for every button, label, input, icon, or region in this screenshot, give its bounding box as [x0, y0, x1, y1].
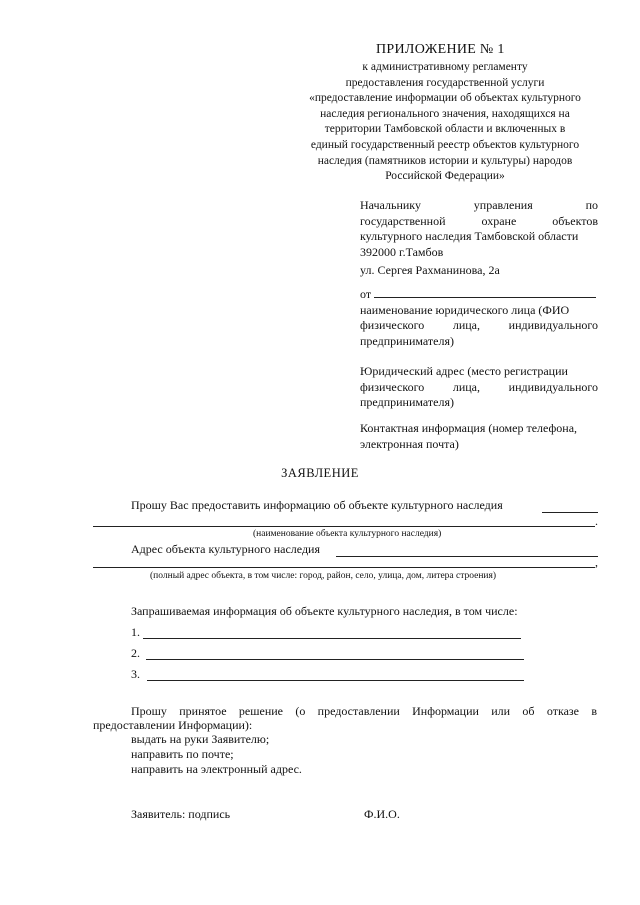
object-name-input-line[interactable] — [93, 526, 595, 527]
delivery-option: направить по почте; — [131, 747, 234, 761]
appendix-line: наследия регионального значения, находящихся на — [320, 107, 570, 120]
sender-name-line: наименование юридического лица (ФИО — [360, 302, 570, 317]
appendix-reference — [285, 60, 605, 185]
decision-text: Прошу принятое решение (о предоставлении Информации или об отказе в — [131, 704, 597, 718]
sender-address-line: физического лица, индивидуального — [360, 379, 598, 394]
comma: , — [595, 555, 598, 569]
sender-contact-block — [360, 421, 598, 452]
sender-name-line: физического лица, индивидуального — [360, 318, 598, 332]
item-input-line[interactable] — [146, 659, 524, 660]
signature-label: Заявитель: подпись — [131, 807, 231, 821]
appendix-line: территории Тамбовской области и включенных в — [324, 123, 566, 136]
appendix-line: предоставления государственной услуги — [345, 76, 545, 89]
address-input-line[interactable] — [93, 567, 595, 568]
recipient-line: Начальнику управления по — [360, 198, 598, 212]
from-label: от — [360, 287, 372, 301]
sender-name-line: предпринимателя) — [360, 333, 454, 348]
sender-address-block — [360, 364, 598, 411]
recipient-line: государственной охране объектов — [360, 213, 598, 228]
item-number: 3. — [131, 667, 140, 681]
appendix-line: наследия (памятников истории и культуры) народов — [317, 154, 573, 167]
fio-label: Ф.И.О. — [364, 807, 400, 821]
sender-contact-line: Контактная информация (номер телефона, — [360, 421, 578, 435]
address-caption: (полный адрес объекта, в том числе: город, район, село, улица, дом, литера строения) — [150, 571, 497, 581]
object-name-caption: (наименование объекта культурного наследия) — [253, 529, 442, 539]
recipient-line: культурного наследия Тамбовской области — [360, 229, 579, 243]
appendix-line: единый государственный реестр объектов культурного — [310, 138, 580, 151]
item-input-line[interactable] — [143, 638, 521, 639]
sender-address-line: Юридический адрес (место регистрации — [360, 364, 568, 378]
statement-title: ЗАЯВЛЕНИЕ — [281, 466, 359, 480]
recipient-line: 392000 г.Тамбов — [360, 244, 444, 259]
recipient-line: ул. Сергея Рахманинова, 2а — [360, 263, 500, 277]
object-name-input-line[interactable] — [542, 512, 598, 513]
delivery-option: направить на электронный адрес. — [131, 762, 302, 776]
appendix-line: к административному регламенту — [362, 61, 528, 73]
item-number: 2. — [131, 646, 140, 660]
sender-block — [360, 287, 598, 349]
item-input-line[interactable] — [147, 680, 524, 681]
appendix-line: Российской Федерации» — [385, 170, 505, 183]
address-input-line[interactable] — [336, 556, 598, 557]
appendix-line: «предоставление информации об объектах культурного — [309, 92, 581, 105]
decision-text: предоставлении Информации): — [93, 718, 253, 732]
from-row — [360, 287, 598, 303]
requested-info-text: Запрашиваемая информация об объекте культурного наследия, в том числе: — [131, 604, 518, 618]
recipient-block — [360, 198, 598, 279]
item-number: 1. — [131, 625, 140, 639]
appendix-title: ПРИЛОЖЕНИЕ № 1 — [376, 42, 505, 57]
period: . — [595, 514, 598, 528]
request-text: Прошу Вас предоставить информацию об объекте культурного наследия — [131, 498, 503, 512]
sender-address-line: предпринимателя) — [360, 395, 454, 409]
from-input-line[interactable] — [374, 287, 596, 298]
sender-contact-line: электронная почта) — [360, 436, 459, 451]
delivery-option: выдать на руки Заявителю; — [131, 732, 270, 746]
address-label: Адрес объекта культурного наследия — [131, 542, 320, 556]
